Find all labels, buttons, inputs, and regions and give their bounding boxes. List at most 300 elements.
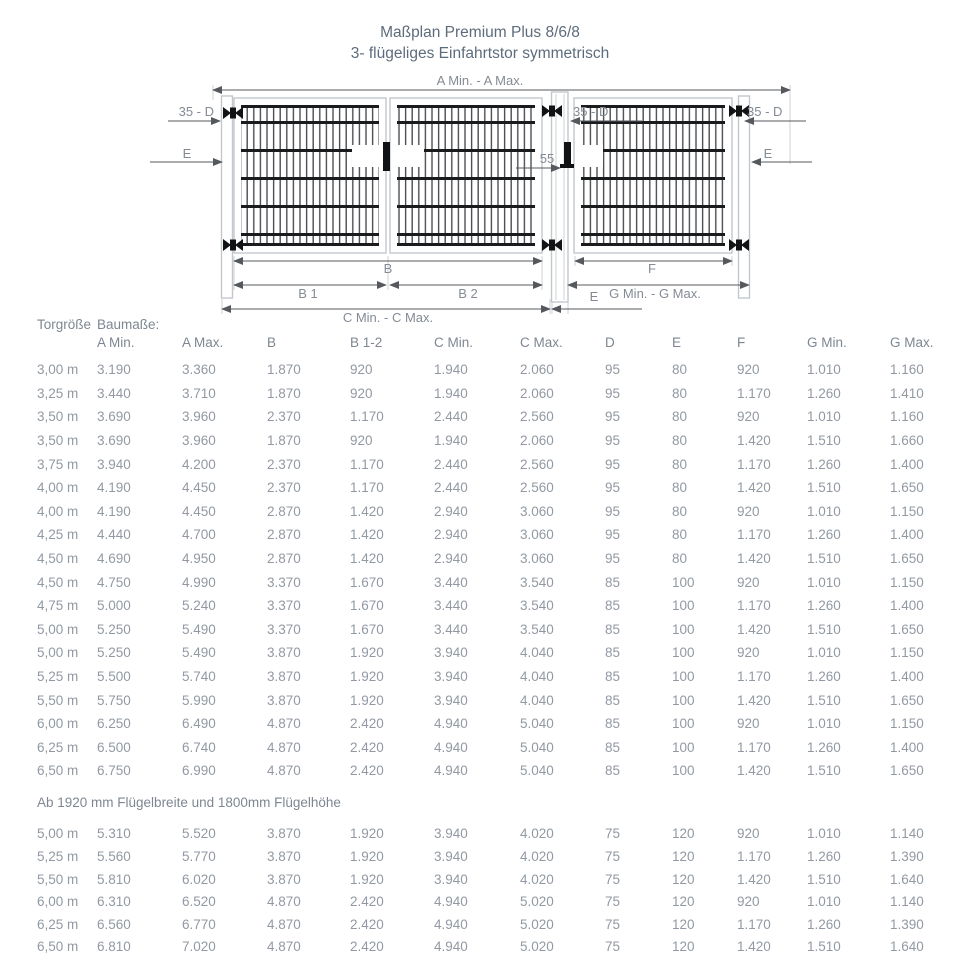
- cell-value: 1.650: [890, 480, 924, 496]
- cell-value: 3.190: [97, 362, 131, 378]
- cell-value: 1.010: [807, 503, 841, 519]
- cell-value: 95: [605, 433, 621, 449]
- cell-value: 100: [672, 763, 695, 779]
- cell-value: 1.390: [890, 849, 924, 865]
- table-row: [33, 618, 948, 642]
- cell-value: 1.510: [807, 621, 841, 637]
- cell-gate-size: 6,00 m: [37, 894, 79, 910]
- cell-value: 1.400: [890, 456, 924, 472]
- cell-value: 3.360: [182, 362, 216, 378]
- cell-value: 75: [605, 939, 621, 955]
- cell-value: 1.940: [434, 362, 468, 378]
- col1-header: Torgröße: [37, 317, 92, 332]
- cell-value: 1.170: [737, 916, 771, 932]
- cell-value: 2.940: [434, 527, 468, 543]
- cell-value: 2.060: [520, 433, 554, 449]
- cell-value: 2.060: [520, 385, 554, 401]
- cell-value: 85: [605, 739, 621, 755]
- cell-value: 5.040: [520, 763, 554, 779]
- cell-value: 1.140: [890, 894, 924, 910]
- table-row: [33, 641, 948, 665]
- cell-value: 1.920: [350, 871, 384, 887]
- table-row: [33, 665, 948, 689]
- dim-c-label: C Min. - C Max.: [342, 310, 434, 325]
- cell-value: 2.420: [350, 763, 384, 779]
- cell-value: 920: [737, 645, 760, 661]
- cell-value: 6.310: [97, 894, 131, 910]
- cell-value: 1.650: [890, 763, 924, 779]
- cell-value: 80: [672, 480, 688, 496]
- cell-value: 6.990: [182, 763, 216, 779]
- column-header: G Min.: [807, 334, 847, 350]
- cell-value: 3.710: [182, 385, 216, 401]
- table-row: [33, 500, 948, 524]
- cell-value: 920: [737, 362, 760, 378]
- cell-value: 85: [605, 598, 621, 614]
- table-row: [33, 476, 948, 500]
- spacer-row: [33, 351, 948, 358]
- column-header: D: [605, 334, 615, 350]
- cell-value: 6.560: [97, 916, 131, 932]
- cell-value: 3.370: [267, 598, 301, 614]
- cell-gate-size: 3,50 m: [37, 433, 79, 449]
- cell-value: 2.420: [350, 939, 384, 955]
- cell-value: 5.740: [182, 669, 216, 685]
- cell-gate-size: 4,50 m: [37, 574, 79, 590]
- cell-gate-size: 4,00 m: [37, 480, 79, 496]
- latch: [560, 142, 603, 168]
- cell-value: 5.000: [97, 598, 131, 614]
- cell-value: 3.690: [97, 433, 131, 449]
- table-row: [33, 868, 948, 891]
- cell-value: 4.040: [520, 669, 554, 685]
- cell-value: 1.260: [807, 916, 841, 932]
- cell-value: 5.750: [97, 692, 131, 708]
- cell-value: 80: [672, 385, 688, 401]
- cell-value: 3.370: [267, 574, 301, 590]
- right-post: [739, 96, 750, 298]
- table-row: [33, 845, 948, 868]
- cell-value: 5.310: [97, 826, 131, 842]
- cell-value: 6.020: [182, 871, 216, 887]
- cell-value: 75: [605, 826, 621, 842]
- table-row: [33, 382, 948, 406]
- cell-value: 5.490: [182, 645, 216, 661]
- cell-value: 2.370: [267, 409, 301, 425]
- cell-value: 920: [737, 716, 760, 732]
- cell-value: 2.560: [520, 456, 554, 472]
- cell-value: 4.990: [182, 574, 216, 590]
- cell-value: 1.420: [737, 621, 771, 637]
- cell-value: 1.940: [434, 385, 468, 401]
- cell-value: 1.420: [737, 433, 771, 449]
- cell-value: 1.420: [737, 692, 771, 708]
- cell-value: 1.510: [807, 763, 841, 779]
- cell-value: 5.240: [182, 598, 216, 614]
- table-row: [33, 594, 948, 618]
- cell-value: 100: [672, 598, 695, 614]
- table-row: [33, 823, 948, 846]
- cell-value: 3.440: [434, 574, 468, 590]
- cell-value: 3.870: [267, 871, 301, 887]
- cell-value: 6.500: [97, 739, 131, 755]
- cell-value: 1.410: [890, 385, 924, 401]
- cell-value: 1.150: [890, 574, 924, 590]
- cell-value: 4.040: [520, 692, 554, 708]
- table-row: [33, 405, 948, 429]
- table-row: [33, 429, 948, 453]
- cell-value: 1.420: [350, 551, 384, 567]
- cell-gate-size: 3,00 m: [37, 362, 79, 378]
- cell-value: 80: [672, 433, 688, 449]
- cell-gate-size: 4,25 m: [37, 527, 79, 543]
- cell-value: 75: [605, 849, 621, 865]
- leaf-1: [234, 98, 386, 253]
- cell-value: 3.940: [434, 669, 468, 685]
- cell-value: 6.770: [182, 916, 216, 932]
- cell-gate-size: 5,50 m: [37, 871, 79, 887]
- cell-value: 1.170: [737, 598, 771, 614]
- cell-value: 2.870: [267, 551, 301, 567]
- cell-value: 85: [605, 716, 621, 732]
- cell-value: 1.400: [890, 527, 924, 543]
- dim-f-label: F: [648, 261, 656, 276]
- cell-value: 4.700: [182, 527, 216, 543]
- cell-value: 1.510: [807, 692, 841, 708]
- cell-value: 1.010: [807, 826, 841, 842]
- cell-value: 95: [605, 362, 621, 378]
- cell-value: 1.010: [807, 362, 841, 378]
- table-row: [33, 890, 948, 913]
- cell-value: 920: [350, 433, 373, 449]
- left-post: [222, 96, 233, 298]
- cell-value: 95: [605, 551, 621, 567]
- cell-value: 120: [672, 849, 695, 865]
- cell-gate-size: 6,50 m: [37, 763, 79, 779]
- cell-value: 120: [672, 939, 695, 955]
- cell-value: 1.170: [350, 456, 384, 472]
- cell-value: 4.040: [520, 645, 554, 661]
- table-header-row-1: [33, 316, 948, 333]
- cell-value: 1.510: [807, 939, 841, 955]
- cell-value: 920: [737, 503, 760, 519]
- cell-value: 95: [605, 456, 621, 472]
- cell-value: 4.190: [97, 480, 131, 496]
- cell-value: 1.160: [890, 409, 924, 425]
- cell-value: 80: [672, 456, 688, 472]
- cell-value: 5.500: [97, 669, 131, 685]
- cell-gate-size: 3,50 m: [37, 409, 79, 425]
- cell-gate-size: 6,00 m: [37, 716, 79, 732]
- dim-g-label: G Min. - G Max.: [609, 286, 701, 301]
- cell-value: 5.020: [520, 916, 554, 932]
- cell-value: 6.810: [97, 939, 131, 955]
- cell-value: 85: [605, 621, 621, 637]
- cell-value: 4.940: [434, 894, 468, 910]
- cell-value: 3.540: [520, 621, 554, 637]
- cell-value: 4.190: [97, 503, 131, 519]
- cell-value: 1.420: [737, 480, 771, 496]
- cell-value: 2.870: [267, 527, 301, 543]
- cell-gate-size: 5,25 m: [37, 849, 79, 865]
- cell-value: 2.870: [267, 503, 301, 519]
- table-row: [33, 759, 948, 783]
- table-row: [33, 452, 948, 476]
- page-title: [0, 22, 960, 64]
- cell-value: 1.920: [350, 826, 384, 842]
- cell-gate-size: 4,75 m: [37, 598, 79, 614]
- cell-value: 1.260: [807, 385, 841, 401]
- cell-value: 3.960: [182, 409, 216, 425]
- cell-value: 3.940: [97, 456, 131, 472]
- group-header: Baumaße:: [97, 317, 160, 332]
- leaf-2: [390, 98, 542, 253]
- table-row: [33, 712, 948, 736]
- cell-value: 1.420: [737, 871, 771, 887]
- dimension-table: [33, 316, 948, 958]
- cell-value: 4.870: [267, 894, 301, 910]
- cell-value: 1.420: [737, 939, 771, 955]
- cell-value: 80: [672, 409, 688, 425]
- cell-value: 4.870: [267, 716, 301, 732]
- cell-value: 920: [737, 574, 760, 590]
- cell-value: 85: [605, 692, 621, 708]
- cell-value: 1.010: [807, 894, 841, 910]
- column-header: G Max.: [890, 334, 934, 350]
- cell-value: 4.940: [434, 716, 468, 732]
- middle-post: [552, 92, 569, 302]
- column-header: C Min.: [434, 334, 474, 350]
- cell-value: 100: [672, 669, 695, 685]
- cell-value: 5.770: [182, 849, 216, 865]
- cell-value: 5.990: [182, 692, 216, 708]
- cell-value: 2.370: [267, 456, 301, 472]
- cell-value: 1.140: [890, 826, 924, 842]
- cell-value: 4.940: [434, 739, 468, 755]
- gate-leaves: [234, 98, 732, 253]
- cell-value: 4.940: [434, 763, 468, 779]
- cell-value: 5.250: [97, 621, 131, 637]
- cell-value: 3.440: [434, 598, 468, 614]
- cell-value: 1.920: [350, 669, 384, 685]
- cell-value: 3.540: [520, 598, 554, 614]
- cell-value: 4.440: [97, 527, 131, 543]
- cell-value: 1.420: [737, 763, 771, 779]
- cell-value: 95: [605, 503, 621, 519]
- cell-value: 75: [605, 916, 621, 932]
- cell-value: 1.400: [890, 669, 924, 685]
- cell-value: 2.940: [434, 551, 468, 567]
- cell-value: 5.040: [520, 716, 554, 732]
- cell-value: 1.150: [890, 503, 924, 519]
- cell-value: 5.040: [520, 739, 554, 755]
- cell-gate-size: 6,25 m: [37, 916, 79, 932]
- cell-value: 100: [672, 621, 695, 637]
- cell-value: 3.960: [182, 433, 216, 449]
- cell-value: 100: [672, 716, 695, 732]
- dim-b-label: B: [383, 261, 393, 276]
- cell-value: 1.390: [890, 916, 924, 932]
- column-header: C Max.: [520, 334, 563, 350]
- cell-value: 80: [672, 362, 688, 378]
- cell-gate-size: 4,00 m: [37, 503, 79, 519]
- center-lock: [352, 142, 424, 171]
- cell-value: 1.640: [890, 871, 924, 887]
- cell-gate-size: 3,75 m: [37, 456, 79, 472]
- cell-value: 5.810: [97, 871, 131, 887]
- cell-value: 100: [672, 739, 695, 755]
- column-header: B 1-2: [350, 334, 383, 350]
- table-row: [33, 736, 948, 760]
- cell-value: 3.540: [520, 574, 554, 590]
- table-row: [33, 688, 948, 712]
- cell-value: 1.170: [350, 409, 384, 425]
- cell-value: 6.490: [182, 716, 216, 732]
- cell-value: 5.560: [97, 849, 131, 865]
- table-row: [33, 523, 948, 547]
- cell-value: 1.170: [737, 385, 771, 401]
- cell-value: 80: [672, 503, 688, 519]
- table-row: [33, 358, 948, 382]
- dimension-table-wrap: [33, 316, 948, 958]
- cell-value: 3.940: [434, 826, 468, 842]
- cell-value: 80: [672, 527, 688, 543]
- dim-e-left-label: E: [182, 146, 192, 161]
- column-header: E: [672, 334, 682, 350]
- cell-value: 1.010: [807, 409, 841, 425]
- cell-value: 1.170: [737, 849, 771, 865]
- cell-value: 2.420: [350, 894, 384, 910]
- cell-value: 3.870: [267, 669, 301, 685]
- cell-value: 6.250: [97, 716, 131, 732]
- cell-value: 2.440: [434, 456, 468, 472]
- cell-value: 5.020: [520, 894, 554, 910]
- cell-gate-size: 5,00 m: [37, 826, 79, 842]
- cell-value: 100: [672, 574, 695, 590]
- cell-value: 1.420: [350, 527, 384, 543]
- gate-drawing: [0, 68, 960, 330]
- cell-value: 920: [737, 826, 760, 842]
- cell-value: 4.870: [267, 939, 301, 955]
- cell-value: 3.690: [97, 409, 131, 425]
- cell-value: 2.440: [434, 409, 468, 425]
- cell-value: 1.640: [890, 939, 924, 955]
- cell-value: 4.870: [267, 739, 301, 755]
- cell-value: 1.870: [267, 362, 301, 378]
- column-header: F: [737, 334, 746, 350]
- cell-value: 1.400: [890, 598, 924, 614]
- cell-gate-size: 4,50 m: [37, 551, 79, 567]
- cell-value: 1.170: [737, 669, 771, 685]
- cell-value: 1.920: [350, 692, 384, 708]
- cell-value: 1.160: [890, 362, 924, 378]
- cell-value: 1.260: [807, 669, 841, 685]
- dim-b2-label: B 2: [458, 286, 478, 301]
- cell-value: 1.260: [807, 598, 841, 614]
- cell-value: 3.870: [267, 692, 301, 708]
- cell-gate-size: 3,25 m: [37, 385, 79, 401]
- section-divider-row: [33, 783, 948, 823]
- cell-value: 1.940: [434, 433, 468, 449]
- cell-value: 3.940: [434, 849, 468, 865]
- cell-value: 4.940: [434, 939, 468, 955]
- cell-value: 75: [605, 871, 621, 887]
- cell-value: 1.870: [267, 433, 301, 449]
- cell-value: 1.670: [350, 574, 384, 590]
- cell-value: 4.450: [182, 503, 216, 519]
- cell-value: 3.870: [267, 826, 301, 842]
- section-label: Ab 1920 mm Flügelbreite und 1800mm Flügelhöhe: [37, 795, 341, 811]
- cell-value: 3.940: [434, 692, 468, 708]
- cell-value: 3.060: [520, 551, 554, 567]
- cell-value: 100: [672, 645, 695, 661]
- cell-gate-size: 5,25 m: [37, 669, 79, 685]
- dim-55-label: 55: [539, 151, 555, 166]
- dim-35d-left-label: 35 - D: [178, 104, 214, 119]
- cell-value: 1.510: [807, 480, 841, 496]
- cell-value: 1.170: [737, 527, 771, 543]
- cell-value: 1.420: [737, 551, 771, 567]
- cell-value: 85: [605, 669, 621, 685]
- cell-value: 3.440: [434, 621, 468, 637]
- cell-value: 2.560: [520, 409, 554, 425]
- cell-value: 2.370: [267, 480, 301, 496]
- title-line2: 3- flügeliges Einfahrtstor symmetrisch: [350, 45, 610, 62]
- cell-value: 4.450: [182, 480, 216, 496]
- cell-value: 4.690: [97, 551, 131, 567]
- cell-value: 1.650: [890, 692, 924, 708]
- cell-value: 5.250: [97, 645, 131, 661]
- cell-value: 1.920: [350, 849, 384, 865]
- cell-value: 1.010: [807, 645, 841, 661]
- dim-35d-middle-label: 35 - D: [573, 104, 609, 119]
- cell-value: 5.490: [182, 621, 216, 637]
- cell-value: 2.420: [350, 739, 384, 755]
- cell-value: 85: [605, 645, 621, 661]
- cell-gate-size: 5,00 m: [37, 645, 79, 661]
- cell-value: 3.870: [267, 645, 301, 661]
- cell-value: 1.870: [267, 385, 301, 401]
- cell-value: 1.170: [350, 480, 384, 496]
- cell-gate-size: 6,50 m: [37, 939, 79, 955]
- cell-value: 75: [605, 894, 621, 910]
- cell-value: 4.200: [182, 456, 216, 472]
- cell-value: 1.400: [890, 739, 924, 755]
- cell-value: 920: [350, 362, 373, 378]
- cell-value: 3.060: [520, 527, 554, 543]
- cell-value: 120: [672, 826, 695, 842]
- cell-value: 1.170: [737, 456, 771, 472]
- cell-value: 1.510: [807, 433, 841, 449]
- cell-value: 1.920: [350, 645, 384, 661]
- dim-b1-label: B 1: [298, 286, 318, 301]
- cell-value: 3.440: [97, 385, 131, 401]
- cell-value: 3.940: [434, 871, 468, 887]
- cell-value: 95: [605, 480, 621, 496]
- cell-value: 920: [350, 385, 373, 401]
- cell-value: 1.150: [890, 645, 924, 661]
- cell-value: 4.020: [520, 849, 554, 865]
- cell-value: 2.420: [350, 716, 384, 732]
- cell-value: 1.650: [890, 551, 924, 567]
- cell-value: 2.440: [434, 480, 468, 496]
- cell-value: 5.020: [520, 939, 554, 955]
- cell-value: 120: [672, 871, 695, 887]
- cell-value: 95: [605, 409, 621, 425]
- cell-value: 1.260: [807, 527, 841, 543]
- cell-value: 1.260: [807, 739, 841, 755]
- cell-value: 6.750: [97, 763, 131, 779]
